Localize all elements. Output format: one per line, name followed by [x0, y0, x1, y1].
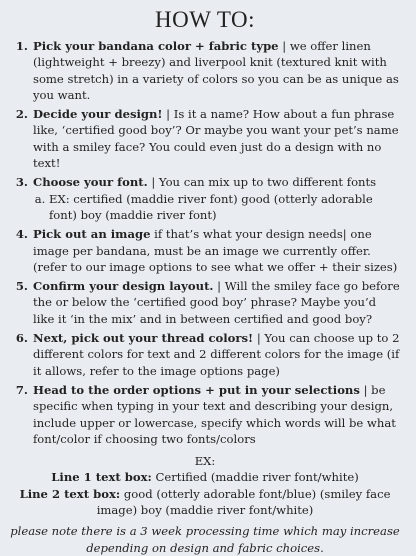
step-item: 2. Decide your design! | Is it a name? How about a fun phrase like, ‘certified good boy’? Or maybe you want your pet’s name with a smiley face? You could even just do a design with no text!: [32, 106, 400, 171]
step-item: 7. Head to the order options + put in your selections | be specific when typing in your text and describing your design, include upper or lowercase, specify which words will be what font/color if choosing two fonts/colors: [32, 382, 400, 447]
processing-note: please note there is a 3 week processing time which may increase depending on design and fabric choices.: [10, 524, 400, 555]
example-line-1: Line 1 text box: Certified (maddie river font/white): [51, 470, 359, 485]
steps-list: [10, 38, 400, 447]
step-item: 6. Next, pick out your thread colors! | You can choose up to 2 different colors for text and 2 different colors for the image (if it allows, refer to the image options page): [32, 330, 400, 379]
sub-item: a. EX: certified (maddie river font) good (otterly adorable font) boy (maddie river font): [49, 191, 400, 224]
step-item: 1. Pick your bandana color + fabric type | we offer linen (lightweight + breezy) and liverpool knit (textured knit with some stretch) in a variety of colors so you can be as unique as you want.: [32, 38, 400, 103]
example-label: EX:: [194, 454, 216, 469]
sub-list: [33, 191, 400, 224]
page-title: HOW TO:: [155, 7, 255, 32]
example-block: [10, 453, 400, 518]
step-item: 5. Confirm your design layout. | Will the smiley face go before the or below the ‘certified good boy’ phrase? Maybe you’d like it ‘in the mix’ and in between certified and good boy?: [32, 278, 400, 327]
step-item: 3. Choose your font. | You can mix up to two different fonts a. EX: certified (maddie river font) good (otterly adorable font) boy (maddie river font): [32, 174, 400, 223]
example-line-2: Line 2 text box: good (otterly adorable font/blue) (smiley face image) boy (maddie river font/white): [19, 486, 391, 518]
step-item: 4. Pick out an image if that’s what your design needs| one image per bandana, must be an image we currently offer. (refer to our image options to see what we offer + their sizes): [32, 226, 400, 275]
